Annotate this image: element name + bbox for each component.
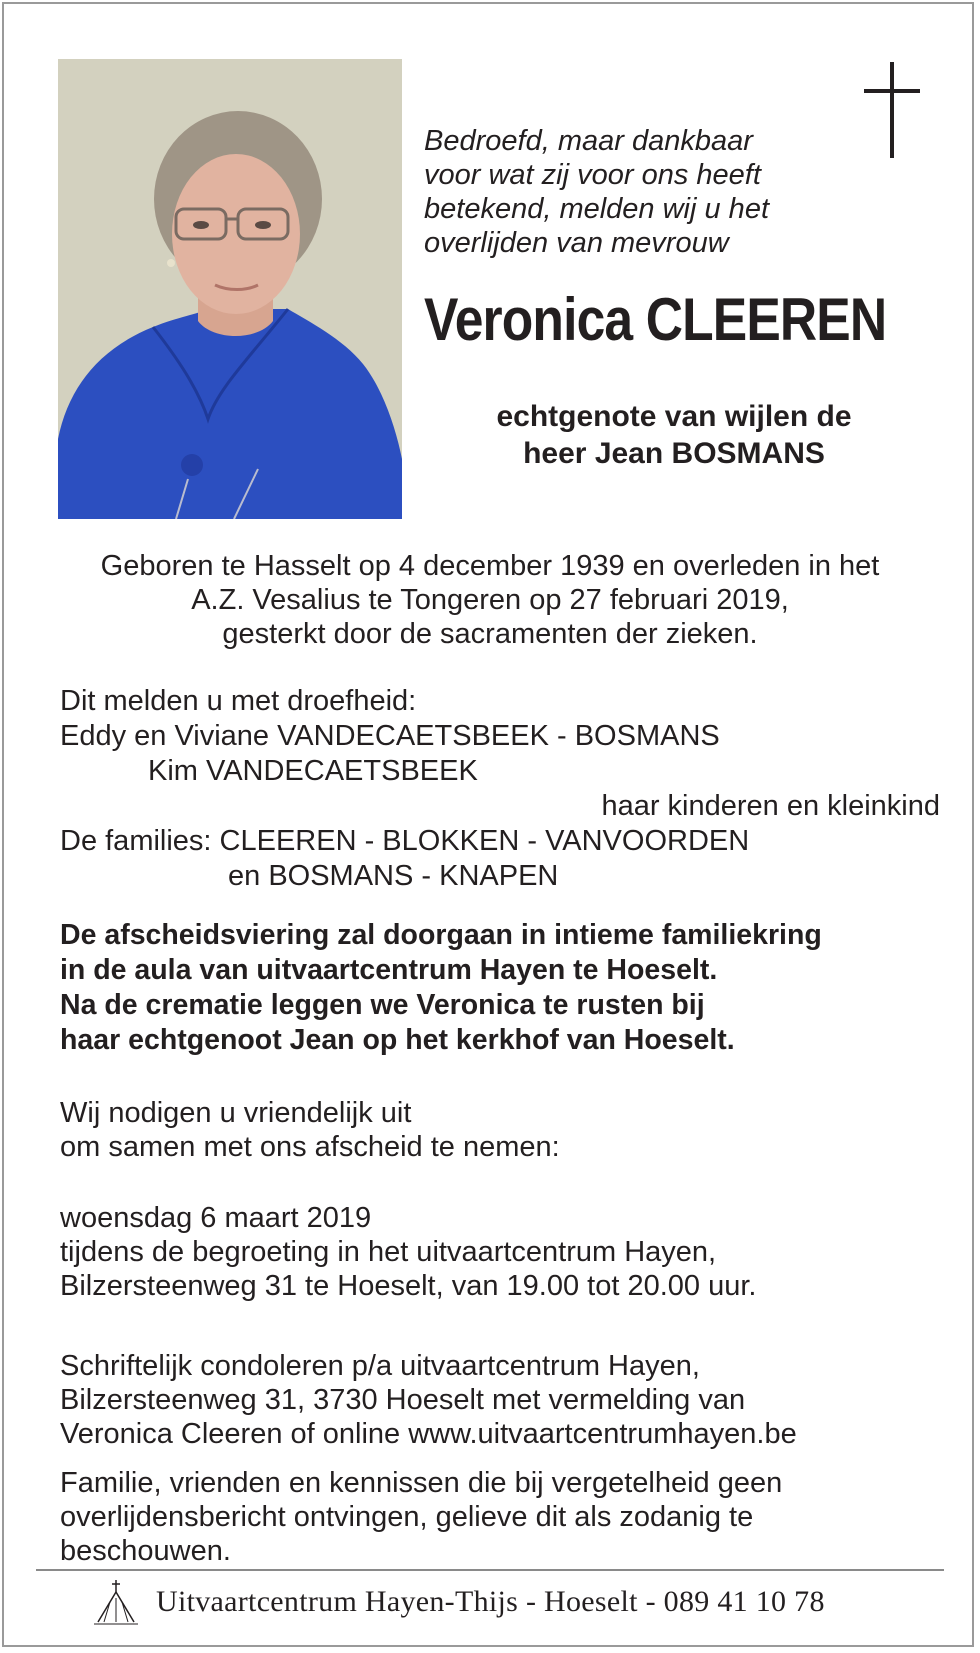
mourners-block xyxy=(60,684,940,894)
notice-line: beschouwen. xyxy=(60,1535,231,1567)
condolences-text xyxy=(60,1349,797,1451)
intro-line: overlijden van mevrouw xyxy=(424,227,729,259)
visit-text xyxy=(60,1201,756,1303)
mourners-children: Eddy en Viviane VANDECAETSBEEK - BOSMANS xyxy=(60,720,720,752)
portrait-photo xyxy=(58,59,402,519)
footer-divider xyxy=(36,1569,944,1571)
notice-line: overlijdensbericht ontvingen, gelieve dit als zodanig te xyxy=(60,1501,754,1533)
footer-contact: Uitvaartcentrum Hayen-Thijs - Hoeselt - 089 41 10 78 xyxy=(156,1585,825,1618)
intro-line: Bedroefd, maar dankbaar xyxy=(424,125,753,157)
ceremony-line: haar echtgenoot Jean op het kerkhof van Hoeselt. xyxy=(60,1024,735,1056)
invite-text xyxy=(60,1096,560,1164)
condolences-line: Veronica Cleeren of online www.uitvaartcentrumhayen.be xyxy=(60,1418,797,1450)
ceremony-line: in de aula van uitvaartcentrum Hayen te Hoeselt. xyxy=(60,954,718,986)
invite-line: Wij nodigen u vriendelijk uit xyxy=(60,1097,412,1129)
notice-text xyxy=(60,1466,782,1568)
birth-line: gesterkt door de sacramenten der zieken. xyxy=(222,618,758,650)
mourners-heading: Dit melden u met droefheid: xyxy=(60,685,417,717)
condolences-line: Schriftelijk condoleren p/a uitvaartcentrum Hayen, xyxy=(60,1350,700,1382)
spouse-line: heer Jean BOSMANS xyxy=(523,437,825,470)
intro-line: voor wat zij voor ons heeft xyxy=(424,159,761,191)
mourners-families: De families: CLEEREN - BLOKKEN - VANVOORDEN xyxy=(60,825,750,857)
birth-line: A.Z. Vesalius te Tongeren op 27 februari 2019, xyxy=(191,584,789,616)
spouse-line: echtgenote van wijlen de xyxy=(496,400,852,433)
cross-icon xyxy=(864,62,924,158)
spouse-text xyxy=(424,398,924,472)
ceremony-text xyxy=(60,918,822,1058)
visit-date: woensdag 6 maart 2019 xyxy=(60,1202,372,1234)
ceremony-line: Na de crematie leggen we Veronica te rusten bij xyxy=(60,989,705,1021)
mourners-grandchild: Kim VANDECAETSBEEK xyxy=(148,755,478,787)
notice-line: Familie, vrienden en kennissen die bij vergetelheid geen xyxy=(60,1467,783,1499)
birth-line: Geboren te Hasselt op 4 december 1939 en overleden in het xyxy=(100,550,880,582)
invite-line: om samen met ons afscheid te nemen: xyxy=(60,1131,560,1163)
birth-death-text xyxy=(40,549,940,651)
mourners-families-cont: en BOSMANS - KNAPEN xyxy=(228,860,559,892)
deceased-name: Veronica CLEEREN xyxy=(424,286,887,353)
intro-text xyxy=(424,124,824,260)
ceremony-line: De afscheidsviering zal doorgaan in intieme familiekring xyxy=(60,919,822,951)
condolences-line: Bilzersteenweg 31, 3730 Hoeselt met vermelding van xyxy=(60,1384,746,1416)
mourners-relation: haar kinderen en kleinkind xyxy=(601,790,940,822)
visit-line: tijdens de begroeting in het uitvaartcentrum Hayen, xyxy=(60,1236,717,1268)
intro-line: betekend, melden wij u het xyxy=(424,193,769,225)
footer xyxy=(90,1578,910,1628)
church-sketch-icon xyxy=(90,1578,142,1626)
visit-line: Bilzersteenweg 31 te Hoeselt, van 19.00 tot 20.00 uur. xyxy=(60,1270,757,1302)
